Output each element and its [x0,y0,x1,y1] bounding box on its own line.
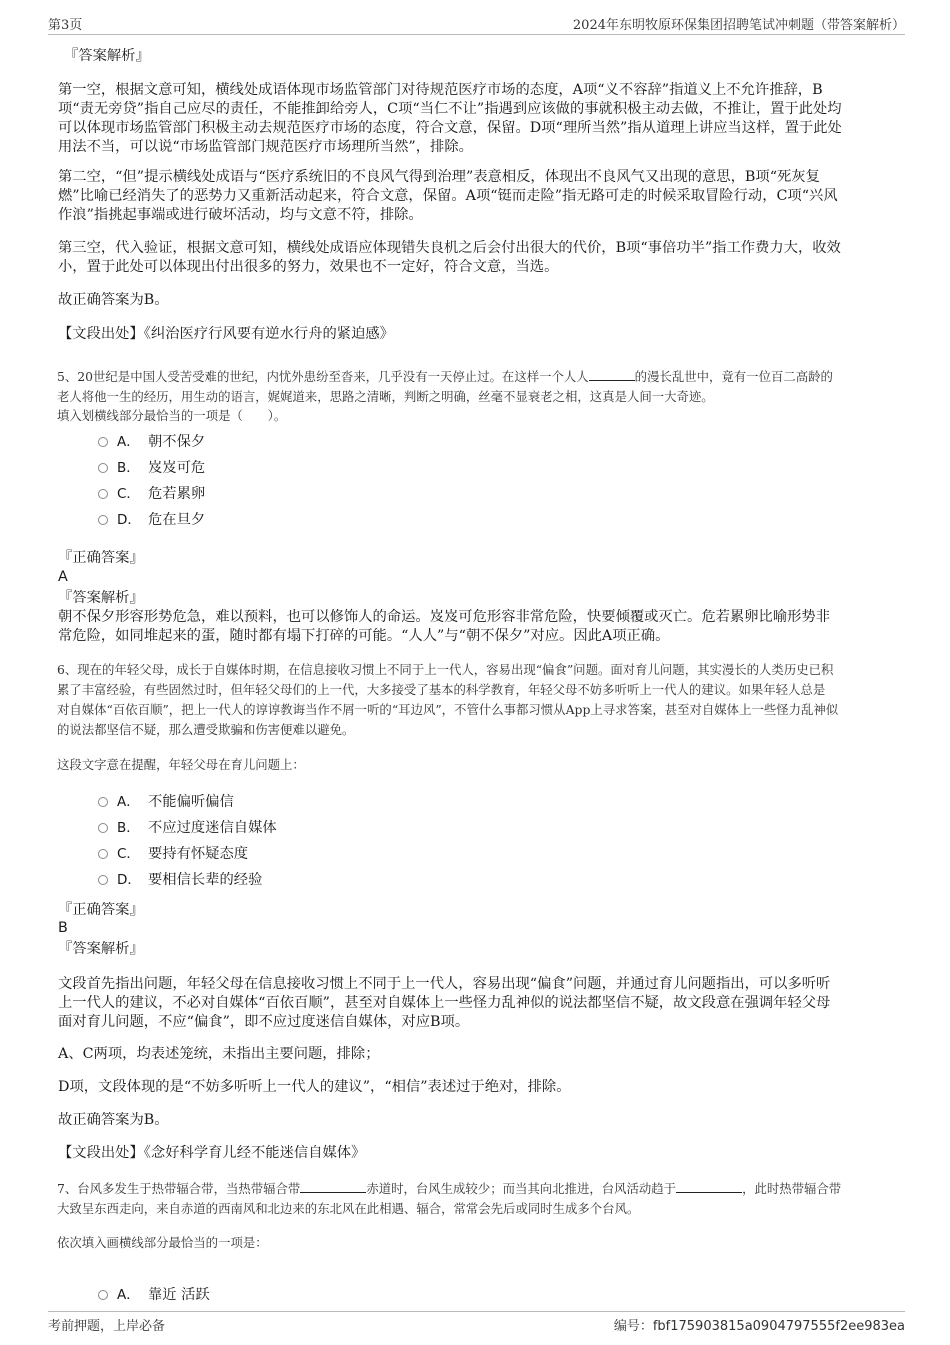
option-letter: C． [117,846,140,862]
question-prompt: 依次填入画横线部分最恰当的一项是： [57,1235,268,1250]
option-a[interactable] [98,430,205,451]
radio-button[interactable] [98,823,108,833]
analysis-label: 『答案解析』 [58,941,144,957]
option-letter: B． [117,460,140,476]
question-stem: 对自媒体“百依百顺”，把上一代人的谆谆教诲当作不屑一听的“耳边风”，不管什么事都习惯从App上寻求答案，甚至对自媒体上一些怪力乱神似 [57,702,839,717]
option-d[interactable] [98,508,205,529]
option-letter: C． [117,486,140,502]
paragraph-line: 第三空，代入验证，根据文意可知，横线处成语应体现错失良机之后会付出很大的代价，B项“事倍功半”指工作费力大，收效 [58,240,841,256]
option-text: 岌岌可危 [148,460,206,476]
stem-text: 的漫长乱世中，竟有一位百二高龄的 [634,369,833,384]
radio-button[interactable] [98,515,108,525]
paragraph-line: 常危险，如同堆起来的蛋，随时都有塌下打碎的可能。“人人”与“朝不保夕”对应。因此A项正确。 [58,628,670,644]
question-prompt: 这段文字意在提醒，年轻父母在育儿问题上： [57,757,305,772]
conclusion: 故正确答案为B。 [58,292,169,308]
analysis-label: 『答案解析』 [58,590,144,606]
option-text: 危若累卵 [148,486,206,502]
question-prompt: 填入划横线部分最恰当的一项是（ ）。 [57,408,287,423]
option-text: 不能偏听偏信 [148,794,234,810]
correct-answer: B [58,920,68,936]
option-text: 靠近 活跃 [148,1287,210,1303]
paragraph-line: 朝不保夕形容形势危急，难以预料，也可以修饰人的命运。岌岌可危形容非常危险，快要倾覆或灭亡。危若累卵比喻形势非 [58,609,831,625]
question-stem: 累了丰富经验，有些固然过时，但年轻父母们的上一代，大多接受了基本的科学教育，年轻父母不妨多听听上一代人的建议。如果年轻人总是 [57,682,826,697]
radio-button[interactable] [98,437,108,447]
stem-text: 7、台风多发生于热带辐合带，当热带辐合带 [57,1181,301,1196]
option-a[interactable] [98,790,234,811]
option-c[interactable] [98,482,205,503]
conclusion: 故正确答案为B。 [58,1112,169,1128]
option-letter: B． [117,820,140,836]
option-a[interactable] [98,1283,210,1304]
radio-button[interactable] [98,489,108,499]
paragraph-line: 第一空，根据文意可知，横线处成语体现市场监管部门对待规范医疗市场的态度，A项“义不容辞”指道义上不允许推辞，B [58,82,823,98]
question-stem: 6、现在的年轻父母，成长于自媒体时期，在信息接收习惯上不同于上一代人，容易出现“偏食”问题。面对育儿问题，其实漫长的人类历史已积 [57,662,834,677]
option-letter: A． [117,434,140,450]
stem-text: 5、20世纪是中国人受苦受难的世纪，内忧外患纷至沓来，几乎没有一天停止过。在这样一个人人 [57,369,589,384]
option-text: 朝不保夕 [148,434,206,450]
paragraph-line: 面对育儿问题，不应“偏食”，即不应过度迷信自媒体，对应B项。 [58,1014,470,1030]
radio-button[interactable] [98,1290,108,1300]
option-letter: D． [117,512,141,528]
question-stem [57,1179,841,1199]
option-text: 不应过度迷信自媒体 [148,820,277,836]
option-text: 危在旦夕 [148,512,206,528]
footer-slogan: 考前押题，上岸必备 [48,1319,166,1334]
option-text: 要相信长辈的经验 [148,872,263,888]
paragraph-line: 文段首先指出问题，年轻父母在信息接收习惯上不同于上一代人，容易出现“偏食”问题，并通过育儿问题指出，可以多听听 [58,976,831,992]
radio-button[interactable] [98,797,108,807]
paragraph-line: 小，置于此处可以体现出付出很多的努力，效果也不一定好，符合文意，当选。 [58,259,559,275]
question-stem [57,367,833,387]
option-b[interactable] [98,456,205,477]
question-stem: 老人将他一生的经历，用生动的语言，娓娓道来，思路之清晰，判断之明确，丝毫不显衰老之相，这真是人间一大奇迹。 [57,389,714,404]
paragraph-line: 项“责无旁贷”指自己应尽的责任，不能推卸给旁人，C项“当仁不让”指遇到应该做的事就积极主动去做，不推让，置于此处均 [58,101,842,117]
document-title: 2024年东明牧原环保集团招聘笔试冲刺题（带答案解析） [572,18,905,33]
paragraph-line: 第二空，“但”提示横线处成语与“医疗系统旧的不良风气得到治理”表意相反，体现出不良风气又出现的意思，B项“死灰复 [58,169,820,185]
radio-button[interactable] [98,875,108,885]
correct-answer: A [58,569,68,585]
paragraph-line: 燃”比喻已经消失了的恶势力又重新活动起来，符合文意，保留。A项“铤而走险”指无路可走的时候采取冒险行动，C项“兴风 [58,188,838,204]
option-letter: A． [117,1287,140,1303]
paragraph-line: 作浪”指挑起事端或进行破坏活动，均与文意不符，排除。 [58,207,423,223]
answer-label: 『正确答案』 [58,902,144,918]
option-letter: A． [117,794,140,810]
paragraph-line: D项，文段体现的是“不妨多听听上一代人的建议”，“相信”表述过于绝对，排除。 [58,1079,571,1095]
page-number: 第3页 [48,18,83,33]
source-citation: 【文段出处】《纠治医疗行风要有逆水行舟的紧迫感》 [58,326,394,342]
paragraph-line: A、C两项，均表述笼统，未指出主要问题，排除； [58,1046,380,1062]
option-b[interactable] [98,816,277,837]
answer-label: 『正确答案』 [58,550,144,566]
fill-blank [676,1180,742,1193]
analysis-label: 『答案解析』 [64,48,150,64]
document-id: 编号：fbf175903815a0904797555f2ee983ea [613,1319,905,1334]
paragraph-line: 上一代人的建议，不必对自媒体“百依百顺”，甚至对自媒体上一些怪力乱神似的说法都坚信不疑，故文段意在强调年轻父母 [58,995,831,1011]
option-letter: D． [117,872,141,888]
page-footer [48,1311,905,1337]
paragraph-line: 可以体现市场监管部门积极主动去规范医疗市场的态度，符合文意，保留。D项“理所当然”指从道理上讲应当这样，置于此处 [58,120,842,136]
radio-button[interactable] [98,849,108,859]
question-stem: 大致呈东西走向，来自赤道的西南风和北边来的东北风在此相遇、辐合，常常会先后或同时生成多个台风。 [57,1201,640,1216]
question-stem: 的说法都坚信不疑，那么遭受欺骗和伤害便难以避免。 [57,722,355,737]
option-d[interactable] [98,868,262,889]
stem-text: 赤道时，台风生成较少；而当其向北推进，台风活动趋于 [366,1181,677,1196]
paragraph-line: 用法不当，可以说“市场监管部门规范医疗市场理所当然”，排除。 [58,139,473,155]
radio-button[interactable] [98,463,108,473]
option-text: 要持有怀疑态度 [148,846,249,862]
fill-blank [300,1180,366,1193]
fill-blank [589,368,635,381]
source-citation: 【文段出处】《念好科学育儿经不能迷信自媒体》 [58,1145,366,1161]
option-c[interactable] [98,842,248,863]
stem-text: ，此时热带辐合带 [742,1181,842,1196]
